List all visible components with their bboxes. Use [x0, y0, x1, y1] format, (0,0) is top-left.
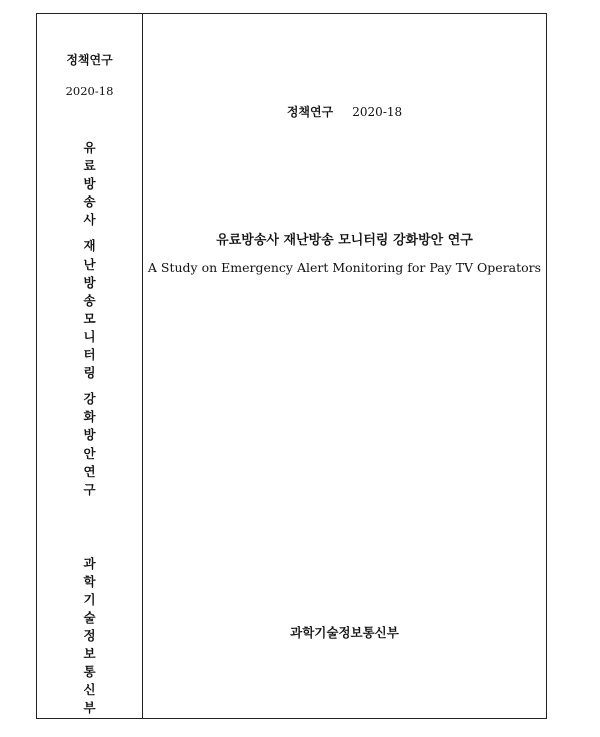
- spine-publisher-char: 술: [83, 610, 96, 625]
- cover-report-number: 2020-18: [352, 105, 403, 119]
- spine-publisher-char: 과: [83, 556, 96, 571]
- spine-publisher-char: 신: [83, 682, 96, 697]
- spine-title-char: 난: [83, 256, 96, 272]
- spine-title-char: 방: [83, 274, 96, 290]
- spine-publisher-char: 기: [83, 592, 96, 607]
- cover-series-label: 정책연구: [286, 105, 334, 119]
- spine-title-char: 사: [83, 212, 96, 228]
- front-cover: [143, 14, 546, 718]
- cover-title-english: A Study on Emergency Alert Monitoring for Pay TV Operators: [147, 260, 542, 275]
- cover-title-korean: 유료방송사 재난방송 모니터링 강화방안 연구: [216, 233, 473, 248]
- spine-title-char: 구: [83, 481, 96, 497]
- spine-title-char: 연: [83, 463, 96, 479]
- spine-title-char: 니: [83, 328, 96, 344]
- spine-title-gap: [37, 229, 142, 237]
- spine-series-label: 정책연구: [66, 53, 113, 67]
- spine-title-char: 재: [83, 238, 96, 254]
- spine-publisher: [37, 555, 142, 717]
- cover-publisher: 과학기술정보통신부: [290, 625, 399, 640]
- cover-header: [143, 103, 546, 120]
- spine-publisher-char: 보: [83, 646, 96, 661]
- spine-title-char: 모: [83, 310, 96, 326]
- spine-report-number: 2020-18: [65, 84, 114, 98]
- spine-title-char: 료: [83, 158, 96, 174]
- spine-title-char: 링: [83, 365, 96, 381]
- book-spine: [37, 14, 143, 718]
- spine-title-char: 안: [83, 445, 96, 461]
- spine-title-char: 화: [83, 409, 96, 425]
- spine-title-char: 송: [83, 194, 96, 210]
- spine-title-char: 송: [83, 292, 96, 308]
- spine-title-char: 유: [83, 140, 96, 155]
- spine-publisher-char: 학: [83, 574, 96, 589]
- spine-title: [37, 139, 142, 499]
- spine-publisher-char: 통: [83, 664, 96, 679]
- spine-publisher-char: 정: [83, 628, 96, 643]
- spine-title-char: 방: [83, 427, 96, 443]
- spine-publisher-char: 부: [83, 700, 96, 715]
- spine-title-gap: [37, 382, 142, 390]
- spine-title-char: 강: [83, 391, 96, 407]
- spine-title-char: 방: [83, 176, 96, 192]
- report-cover-frame: [36, 13, 547, 719]
- spine-title-char: 터: [83, 347, 96, 363]
